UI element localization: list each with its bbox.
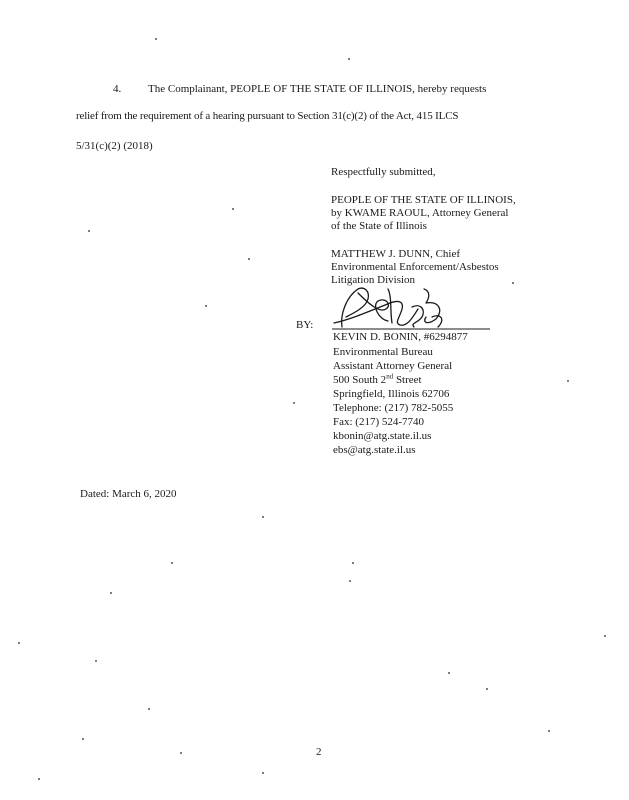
email-2: ebs@atg.state.il.us: [333, 444, 416, 456]
street-address: [333, 373, 422, 387]
chief-line-2: Environmental Enforcement/Asbestos: [331, 261, 499, 273]
email-1: kbonin@atg.state.il.us: [333, 430, 432, 442]
by-label: BY:: [296, 319, 314, 331]
party-line-3: of the State of Illinois: [331, 220, 427, 232]
paragraph-number: 4.: [113, 83, 122, 95]
street-number: 500 South 2: [333, 374, 387, 386]
telephone: Telephone: (217) 782-5055: [333, 402, 454, 414]
dated-line: Dated: March 6, 2020: [80, 488, 177, 500]
attorney-name: KEVIN D. BONIN, #6294877: [333, 331, 468, 343]
street-suffix: nd: [386, 372, 394, 381]
closing: Respectfully submitted,: [331, 166, 436, 178]
attorney-title: Assistant Attorney General: [333, 360, 453, 372]
fax: Fax: (217) 524-7740: [333, 416, 425, 428]
page-number: 2: [316, 746, 322, 758]
bureau: Environmental Bureau: [333, 346, 433, 358]
chief-line-3: Litigation Division: [331, 274, 416, 286]
city-state-zip: Springfield, Illinois 62706: [333, 388, 450, 400]
paragraph-line-3: 5/31(c)(2) (2018): [76, 140, 153, 152]
paragraph-line-2: relief from the requirement of a hearing pursuant to Section 31(c)(2) of the Act, 415 ILCS: [76, 110, 459, 122]
paragraph-line-1: The Complainant, PEOPLE OF THE STATE OF ILLINOIS, hereby requests: [148, 83, 487, 95]
chief-line-1: MATTHEW J. DUNN, Chief: [331, 248, 461, 260]
party-line-1: PEOPLE OF THE STATE OF ILLINOIS,: [331, 194, 516, 206]
party-line-2: by KWAME RAOUL, Attorney General: [331, 207, 509, 219]
street-rest: Street: [393, 374, 422, 386]
